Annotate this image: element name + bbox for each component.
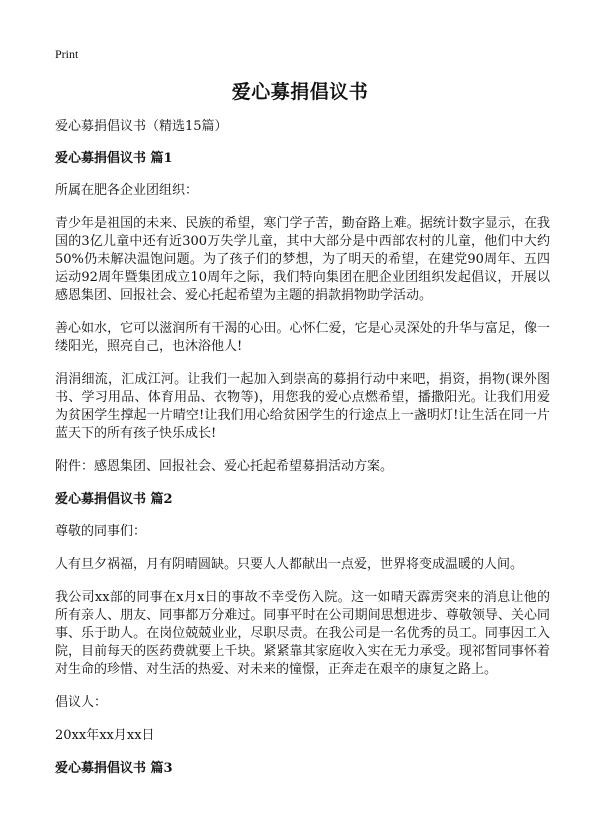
section1-paragraph: 善心如水，它可以滋润所有干渴的心田。心怀仁爱，它是心灵深处的升华与富足，像一缕阳光，照亮自己，也沐浴他人! — [55, 321, 550, 354]
section1-paragraph: 所属在肥各企业团组织： — [55, 183, 199, 198]
section2-paragraph: 尊敬的同事们： — [55, 524, 147, 539]
section-heading-3: 爱心募捐倡议书 篇3 — [55, 761, 173, 776]
section2-paragraph: 人有旦夕祸福，月有阴晴圆缺。只要人人都献出一点爱，世界将变成温暖的人间。 — [55, 557, 524, 572]
print-label[interactable]: Print — [55, 47, 79, 61]
document-subtitle: 爱心募捐倡议书（精选15篇） — [55, 119, 228, 134]
section1-paragraph: 涓涓细流，汇成江河。让我们一起加入到崇高的募捐行动中来吧，捐资，捐物(课外图书、学习用品、体育用品、衣物等)，用您我的爱心点燃希望，播撒阳光。让我们用爱为贫困学生撑起一片晴空!让我们用心给贫困学生的行途点上一盏明灯!让生活在同一片蓝天下的所有孩子快乐成长! — [55, 372, 550, 441]
section2-paragraph: 20xx年xx月xx日 — [55, 728, 155, 743]
document-title: 爱心募捐倡议书 — [231, 81, 369, 103]
section2-paragraph: 倡议人： — [55, 695, 108, 710]
section-heading-1: 爱心募捐倡议书 篇1 — [55, 151, 173, 166]
document-body — [55, 118, 550, 792]
section-heading-2: 爱心募捐倡议书 篇2 — [55, 492, 173, 507]
section1-paragraph: 附件：感恩集团、回报社会、爱心托起希望募捐活动方案。 — [55, 459, 394, 474]
section2-paragraph: 我公司xx部的同事在x月x日的事故不幸受伤入院。这一如晴天霹雳突来的消息让他的所有亲人、朋友、同事都万分难过。同事平时在公司期间思想进步、尊敬领导、关心同事、乐于助人。在岗位兢兢业业，尽职尽责。在我公司是一名优秀的员工。同事因工入院，目前每天的医药费就要上千块。紧紧靠其家庭收入实在无力承受。现祁皙同事怀着对生命的珍惜、对生活的热爱、对未来的憧憬，正奔走在艰辛的康复之路上。 — [55, 590, 550, 677]
section1-paragraph: 青少年是祖国的未来、民族的希望，寒门学子苦，勤奋路上难。据统计数字显示，在我国的3亿儿童中还有近300万失学儿童，其中大部分是中西部农村的儿童，他们中大约50%仍未解决温饱问题。为了孩子们的梦想，为了明天的希望，在建党90周年、五四运动92周年暨集团成立10周年之际，我们特向集团在肥企业团组织发起倡议，开展以感恩集团、回报社会、爱心托起希望为主题的捐款捐物助学活动。 — [55, 216, 550, 303]
